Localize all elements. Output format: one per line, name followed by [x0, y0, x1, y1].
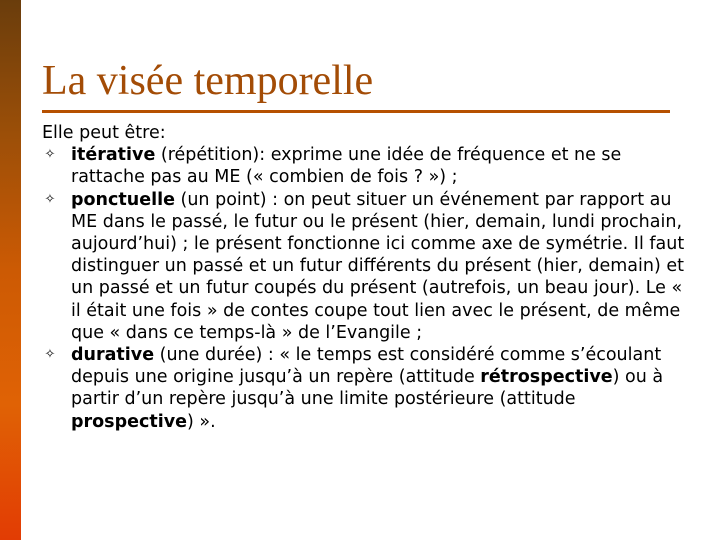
item-text: ) ou à partir d’un repère jusqu’à une limite postérieure (attitude [71, 367, 664, 410]
title-underline [42, 110, 670, 113]
term-iterative: itérative [71, 145, 156, 166]
item-text: ) ». [187, 411, 216, 432]
term-durative: durative [71, 345, 155, 366]
sidebar-accent-bar [0, 0, 21, 540]
item-text: (une durée) : « le temps est considéré comme s’écoulant depuis une origine jusqu’à un repère (attitude [71, 345, 662, 388]
list-item [42, 144, 692, 188]
list-item [42, 344, 692, 433]
diamond-star-bullet-icon: ✧ [44, 191, 56, 207]
bullet-list [42, 144, 692, 433]
item-text: (répétition): exprime une idée de fréquence et ne se rattache pas au ME (« combien de fois ? ») ; [71, 145, 622, 188]
intro-text: Elle peut être: [42, 123, 166, 143]
slide-title: La visée temporelle [42, 58, 374, 104]
term-retrospective: rétrospective [480, 367, 613, 388]
term-ponctuelle: ponctuelle [71, 189, 175, 210]
list-item [42, 189, 692, 344]
term-prospective: prospective [71, 411, 188, 432]
diamond-star-bullet-icon: ✧ [44, 147, 56, 163]
slide-body [42, 122, 692, 433]
item-text: (un point) : on peut situer un événement par rapport au ME dans le passé, le futur ou le présent (hier, demain, lundi prochain, aujourd’hui) ; le présent fonctionne ici comme axe de symétrie. Il faut distinguer un passé et un futur différents du présent (hier, demain) et un passé et un futur coupés du présent (autrefois, un beau jour). Le « il était une fois » de contes coupe tout lien avec le présent, de même que « dans ce temps-là » de l’Evangile ; [71, 189, 685, 343]
diamond-star-bullet-icon: ✧ [44, 347, 56, 363]
